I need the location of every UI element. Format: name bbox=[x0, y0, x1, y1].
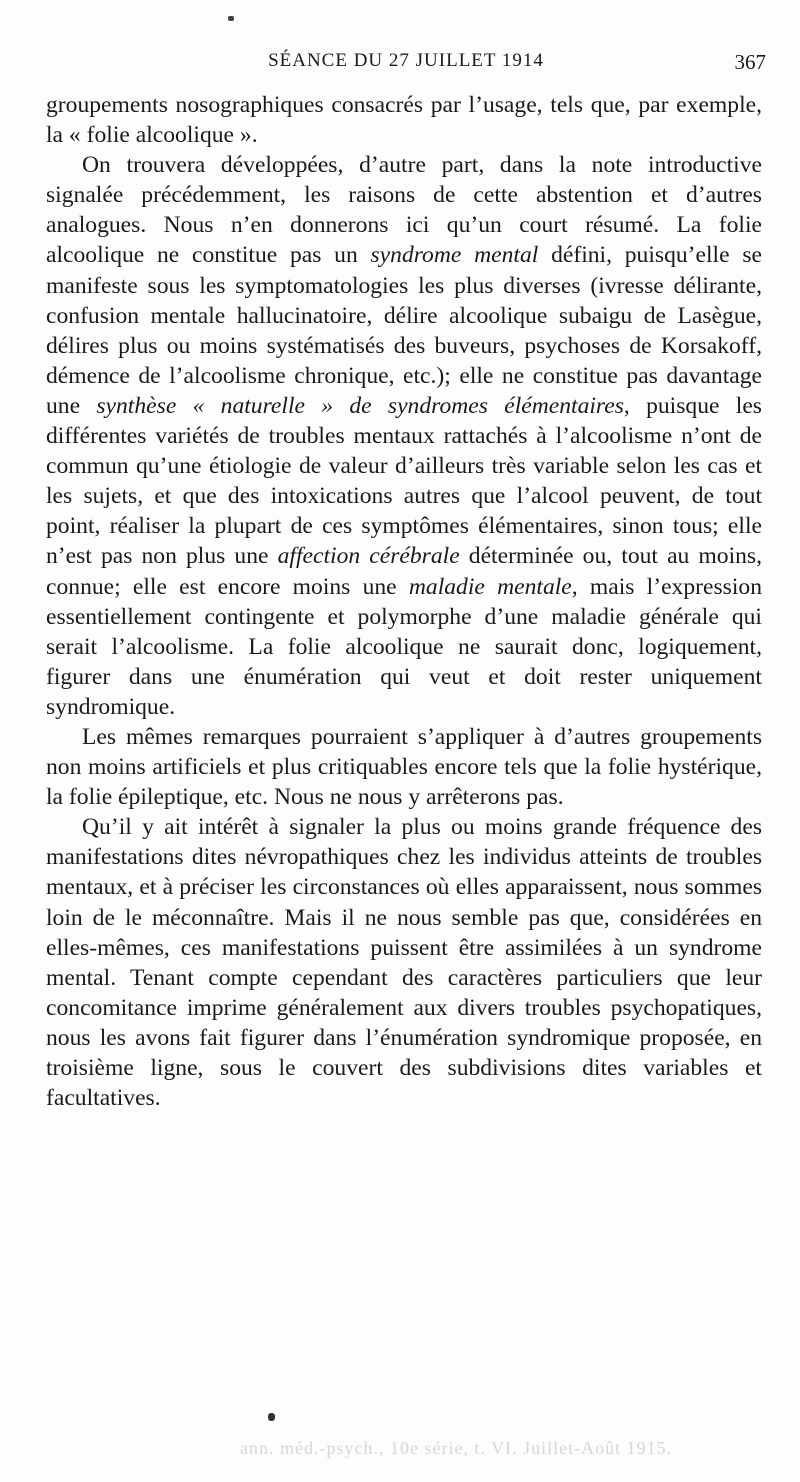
text-run: Les mêmes remarques pourraient s’appliquer à d’autres groupements non moins artificiels et plus critiquables encore tels que la folie hystérique, la folie épileptique, etc. Nous ne nous y arrêterons pas. bbox=[46, 723, 762, 811]
paragraph bbox=[46, 722, 762, 812]
text-run: défini, puisqu’elle se manifeste sous les symptomatologies les plus diverses (ivresse délirante, confusion mentale hallucinatoire, délire alcoolique subaigu de Lasègue, délires plus ou moins systématisés des buveurs, psychoses de Korsakoff, démence de l’alcoolisme chronique, etc.); elle ne constitue pas davantage une bbox=[46, 242, 762, 419]
page-number: 367 bbox=[734, 50, 766, 74]
ink-speck bbox=[268, 1413, 275, 1421]
italic-phrase: maladie mentale bbox=[408, 573, 572, 600]
paragraph bbox=[46, 812, 762, 1113]
running-head: SÉANCE DU 27 JUILLET 1914 bbox=[268, 50, 544, 71]
paragraph bbox=[46, 90, 762, 150]
text-run: , mais l’expression essentiellement contingente et polymorphe d’une maladie générale qui serait l’alcoolisme. La folie alcoolique ne saurait donc, logiquement, figurer dans une énumération qui veut et doit rester uniquement syndromique. bbox=[46, 573, 762, 720]
italic-phrase: affection cérébrale bbox=[277, 543, 460, 570]
text-run: Qu’il y ait intérêt à signaler la plus ou moins grande fréquence des manifestations dites névropathiques chez les individus atteints de troubles mentaux, et à préciser les circonstances où elles apparaissent, nous sommes loin de le méconnaître. Mais il ne nous semble pas que, considérées en elles-mêmes, ces manifestations puissent être assimilées à un syndrome mental. Tenant compte cependant des caractères particuliers que leur concomitance imprime généralement aux divers troubles psychopatiques, nous les avons fait figurer dans l’énumération syndromique proposée, en troisième ligne, sous le couvert des subdivisions dites variables et facultatives. bbox=[46, 814, 762, 1112]
page-header bbox=[46, 50, 766, 76]
paragraph bbox=[46, 150, 762, 722]
italic-phrase: syndrome mental bbox=[370, 242, 539, 269]
text-run: On trouvera développées, d’autre part, dans la note introductive signalée précédemment, les raisons de cette abstention et d’autres analogues. Nous n’en donnerons ici qu’un court résumé. La folie alcoolique ne constitue pas un bbox=[46, 152, 762, 269]
italic-phrase: synthèse « naturelle » de syndromes élémentaires bbox=[96, 392, 624, 419]
text-run: groupements nosographiques consacrés par l’usage, tels que, par exemple, la « folie alcoolique ». bbox=[46, 92, 762, 149]
ink-speck bbox=[228, 16, 234, 21]
text-run: déterminée ou, tout au moins, connue; elle est encore moins une bbox=[46, 543, 763, 600]
text-run: , puisque les différentes variétés de troubles mentaux rattachés à l’alcoolisme n’ont de commun qu’une étiologie de valeur d’ailleurs très variable selon les cas et les sujets, et que des intoxications autres que l’alcool peuvent, de tout point, réaliser la plupart de ces symptômes élémentaires, sinon tous; elle n’est pas non plus une bbox=[46, 392, 762, 570]
footer-signature: ann. méd.-psych., 10e série, t. VI. Juillet-Août 1915. bbox=[240, 1438, 673, 1458]
body-text bbox=[46, 90, 762, 1113]
